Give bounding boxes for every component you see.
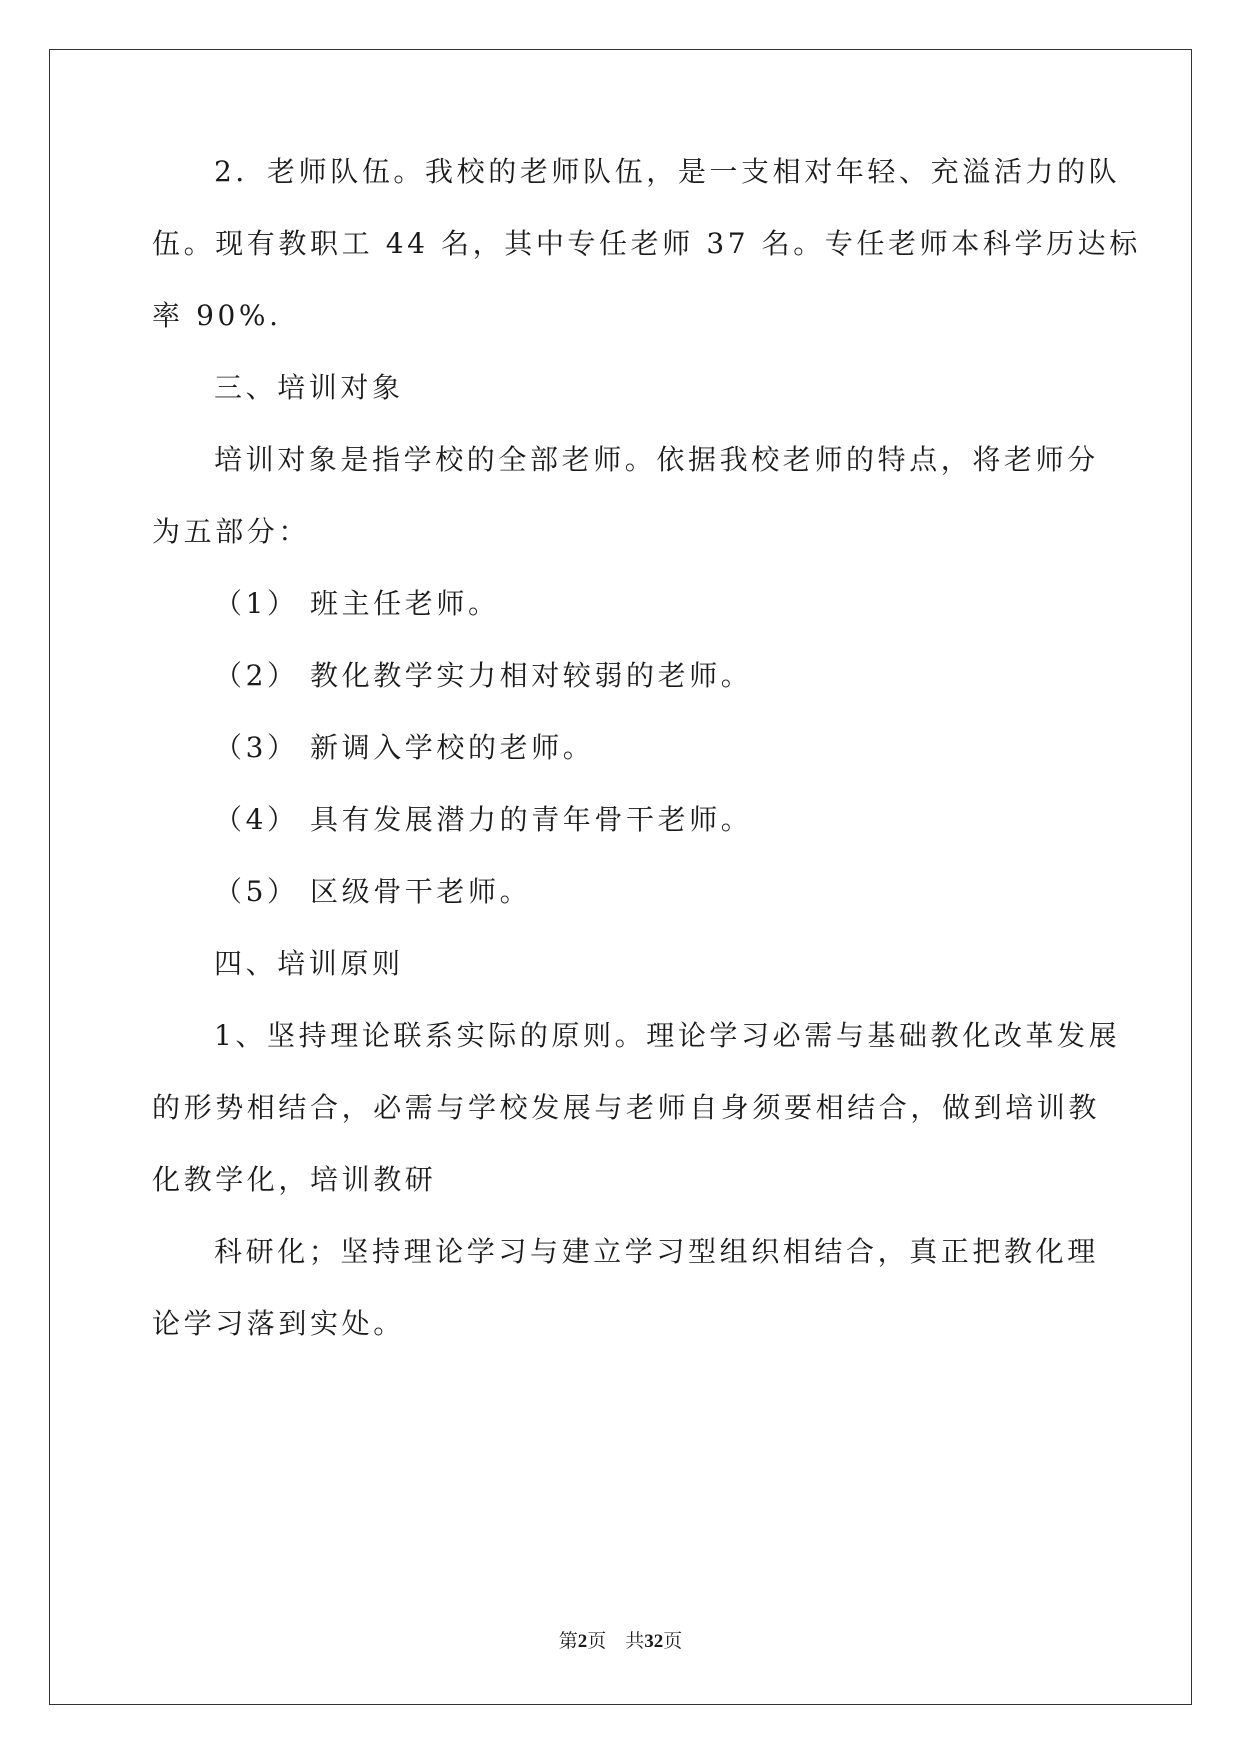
list-number: （1）	[214, 587, 299, 620]
list-item	[214, 875, 1150, 909]
list-item	[214, 803, 1150, 837]
list-number: （4）	[214, 803, 299, 836]
paragraph-line: 率 90%.	[152, 299, 282, 332]
paragraph-line: 1、坚持理论联系实际的原则。理论学习必需与基础教化改革发展	[214, 1019, 1121, 1052]
list-text: 具有发展潜力的青年骨干老师。	[310, 803, 753, 836]
paragraph-line: 为五部分：	[152, 515, 311, 548]
section-heading: 四、培训原则	[214, 947, 404, 980]
list-item	[214, 731, 1150, 765]
paragraph-line: 化教学化，培训教研	[152, 1163, 437, 1196]
list-text: 新调入学校的老师。	[310, 731, 595, 764]
footer-middle: 页 共	[587, 1631, 645, 1652]
paragraph-line: 论学习落到实处。	[152, 1307, 405, 1340]
paragraph-line: 科研化；坚持理论学习与建立学习型组织相结合，真正把教化理	[214, 1235, 1099, 1268]
list-text: 班主任老师。	[310, 587, 500, 620]
list-text: 区级骨干老师。	[310, 875, 532, 908]
page-footer	[0, 1626, 1241, 1653]
list-number: （5）	[214, 875, 299, 908]
paragraph-line: 2．老师队伍。我校的老师队伍，是一支相对年轻、充溢活力的队	[214, 155, 1121, 188]
list-item	[214, 587, 1150, 621]
footer-suffix: 页	[663, 1631, 683, 1652]
list-number: （3）	[214, 731, 299, 764]
paragraph-line: 的形势相结合，必需与学校发展与老师自身须要相结合，做到培训教	[152, 1091, 1101, 1124]
footer-prefix: 第	[558, 1631, 578, 1652]
list-item	[214, 659, 1150, 693]
footer-page-number: 2	[577, 1631, 588, 1652]
paragraph-line: 培训对象是指学校的全部老师。依据我校老师的特点，将老师分	[214, 443, 1099, 476]
footer-total-pages: 32	[644, 1631, 664, 1652]
paragraph-line: 伍。现有教职工 44 名，其中专任老师 37 名。专任老师本科学历达标	[152, 227, 1141, 260]
list-number: （2）	[214, 659, 299, 692]
section-heading: 三、培训对象	[214, 371, 404, 404]
list-text: 教化教学实力相对较弱的老师。	[310, 659, 753, 692]
